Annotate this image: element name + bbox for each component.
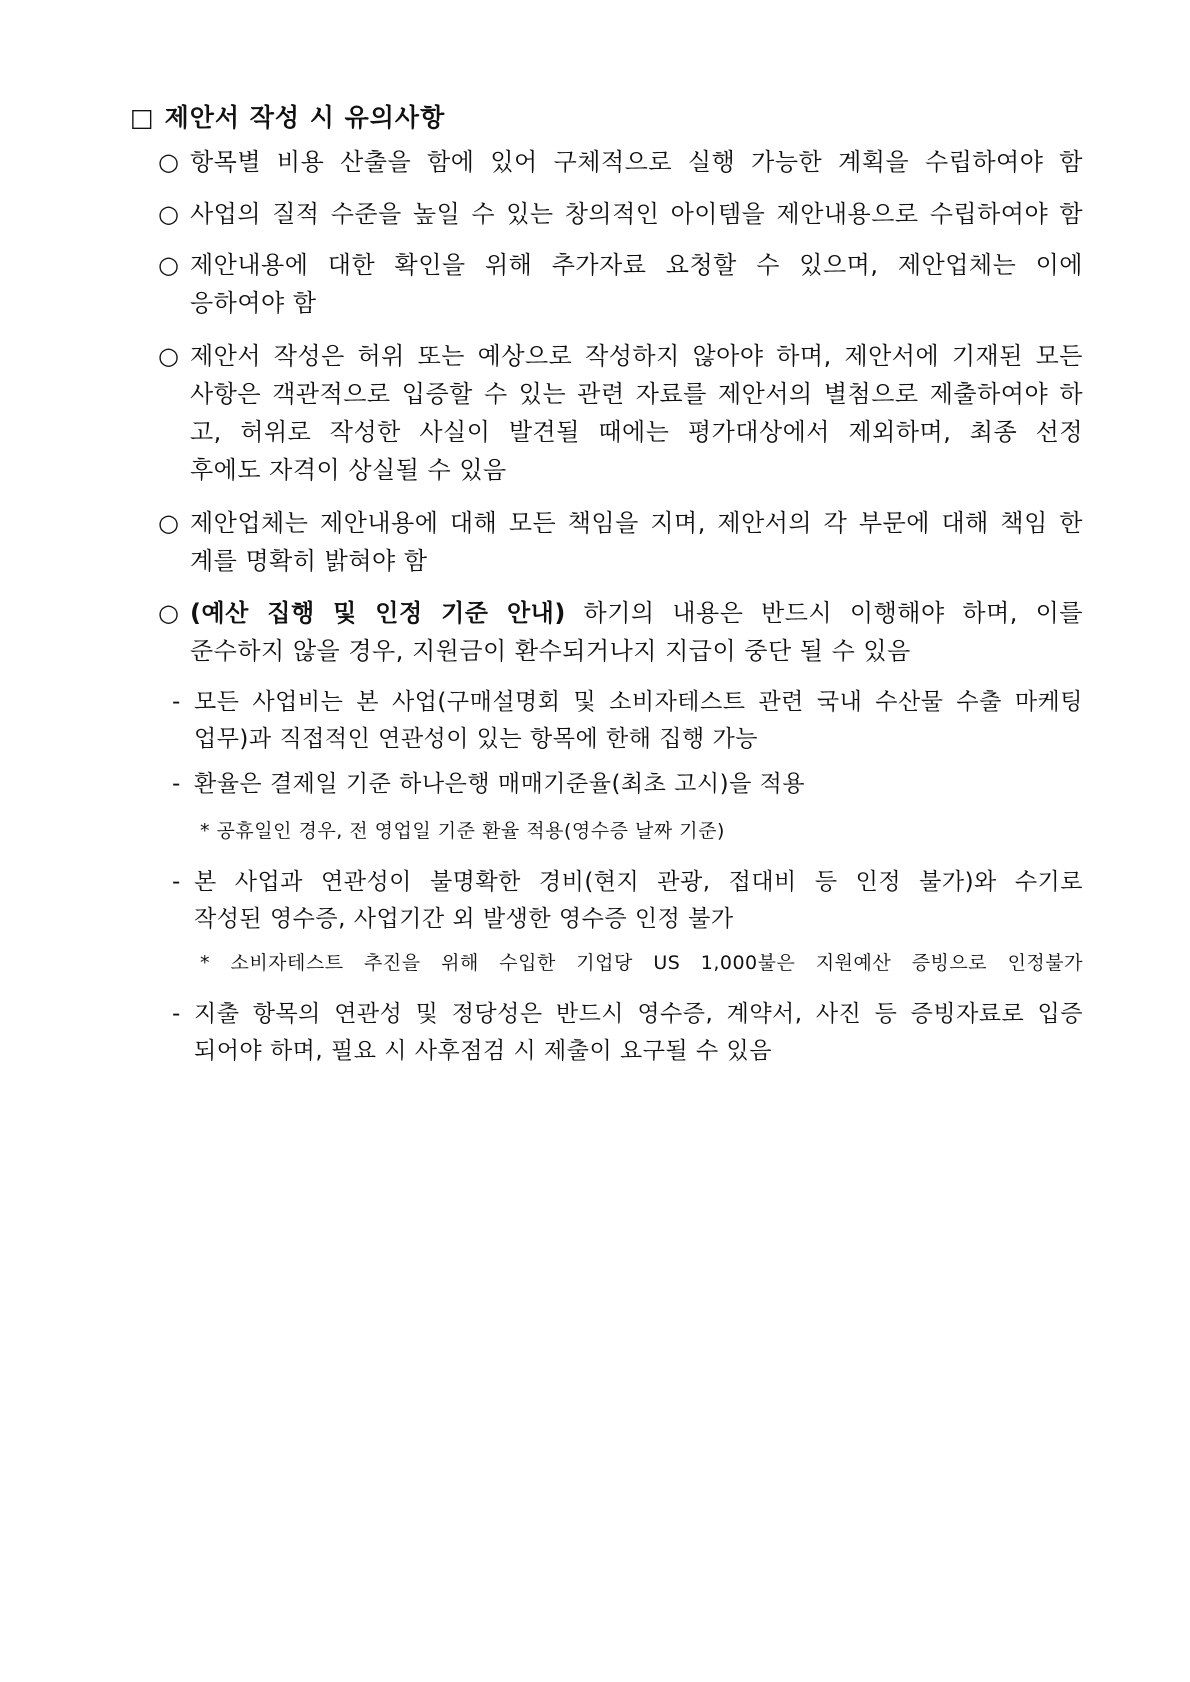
sub-text-line: 업무)과 직접적인 연관성이 있는 항목에 한해 집행 가능	[194, 726, 758, 752]
dash-bullet: -	[172, 771, 181, 797]
item-text-line: 계를 명확히 밝혀야 함	[190, 547, 428, 575]
circle-bullet-icon: ○	[158, 599, 180, 627]
sub-list-item	[172, 766, 1083, 803]
dash-bullet: -	[172, 869, 181, 895]
footnote	[200, 948, 1083, 978]
item-text-line: 제안내용에 대한 확인을 위해 추가자료 요청할 수 있으며, 제안업체는 이에	[190, 251, 1083, 279]
list-item	[158, 504, 1083, 580]
footnote	[200, 816, 1083, 846]
sub-text-line: 되어야 하며, 필요 시 사후점검 시 제출이 요구될 수 있음	[194, 1038, 772, 1064]
item-text-line: 고, 허위로 작성한 사실이 발견될 때에는 평가대상에서 제외하며, 최종 선정	[190, 418, 1083, 446]
circle-bullet-icon: ○	[158, 148, 180, 176]
list-item	[158, 143, 1083, 181]
footnote-text: * 소비자테스트 추진을 위해 수입한 기업당 US 1,000불은 지원예산 증빙으로 인정불가	[200, 952, 1083, 974]
item-text-line: 사업의 질적 수준을 높일 수 있는 창의적인 아이템을 제안내용으로 수립하여야 함	[190, 200, 1083, 228]
sub-list-item	[172, 684, 1083, 758]
checkbox-square-icon: □	[130, 103, 155, 132]
item-text-rest: 하기의 내용은 반드시 이행해야 하며, 이를	[565, 599, 1083, 627]
dash-bullet: -	[172, 1001, 181, 1027]
item-text-line: 준수하지 않을 경우, 지원금이 환수되거나지 지급이 중단 될 수 있음	[190, 637, 911, 665]
item-text-line: 응하여야 함	[190, 289, 317, 317]
sub-text-line: 환율은 결제일 기준 하나은행 매매기준율(최초 고시)을 적용	[194, 771, 806, 797]
sub-list-item	[172, 864, 1083, 938]
footnote-text: * 공휴일인 경우, 전 영업일 기준 환율 적용(영수증 날짜 기준)	[200, 820, 725, 842]
circle-bullet-icon: ○	[158, 200, 180, 228]
section-heading	[130, 100, 445, 136]
budget-guide-label: (예산 집행 및 인정 기준 안내)	[190, 599, 566, 627]
circle-bullet-icon: ○	[158, 251, 180, 279]
dash-bullet: -	[172, 689, 181, 715]
list-item	[158, 195, 1083, 233]
item-text-line	[190, 594, 1083, 632]
item-text-line: 제안업체는 제안내용에 대해 모든 책임을 지며, 제안서의 각 부문에 대해 책임 한	[190, 509, 1083, 537]
section-title: 제안서 작성 시 유의사항	[164, 103, 446, 132]
item-text-line: 항목별 비용 산출을 함에 있어 구체적으로 실행 가능한 계획을 수립하여야 함	[190, 148, 1083, 176]
circle-bullet-icon: ○	[158, 509, 180, 537]
sub-text-line: 지출 항목의 연관성 및 정당성은 반드시 영수증, 계약서, 사진 등 증빙자료로 입증	[194, 1001, 1083, 1027]
list-item	[158, 337, 1083, 489]
sub-text-line: 본 사업과 연관성이 불명확한 경비(현지 관광, 접대비 등 인정 불가)와 수기로	[194, 869, 1083, 895]
sub-text-line: 모든 사업비는 본 사업(구매설명회 및 소비자테스트 관련 국내 수산물 수출 마케팅	[194, 689, 1083, 715]
item-text-line: 제안서 작성은 허위 또는 예상으로 작성하지 않아야 하며, 제안서에 기재된 모든	[190, 342, 1083, 370]
sub-text-line: 작성된 영수증, 사업기간 외 발생한 영수증 인정 불가	[194, 906, 734, 932]
item-text-line: 후에도 자격이 상실될 수 있음	[190, 456, 507, 484]
item-text-line: 사항은 객관적으로 입증할 수 있는 관련 자료를 제안서의 별첨으로 제출하여야 하	[190, 380, 1083, 408]
list-item	[158, 594, 1083, 670]
circle-bullet-icon: ○	[158, 342, 180, 370]
sub-list-item	[172, 996, 1083, 1070]
list-item	[158, 246, 1083, 322]
